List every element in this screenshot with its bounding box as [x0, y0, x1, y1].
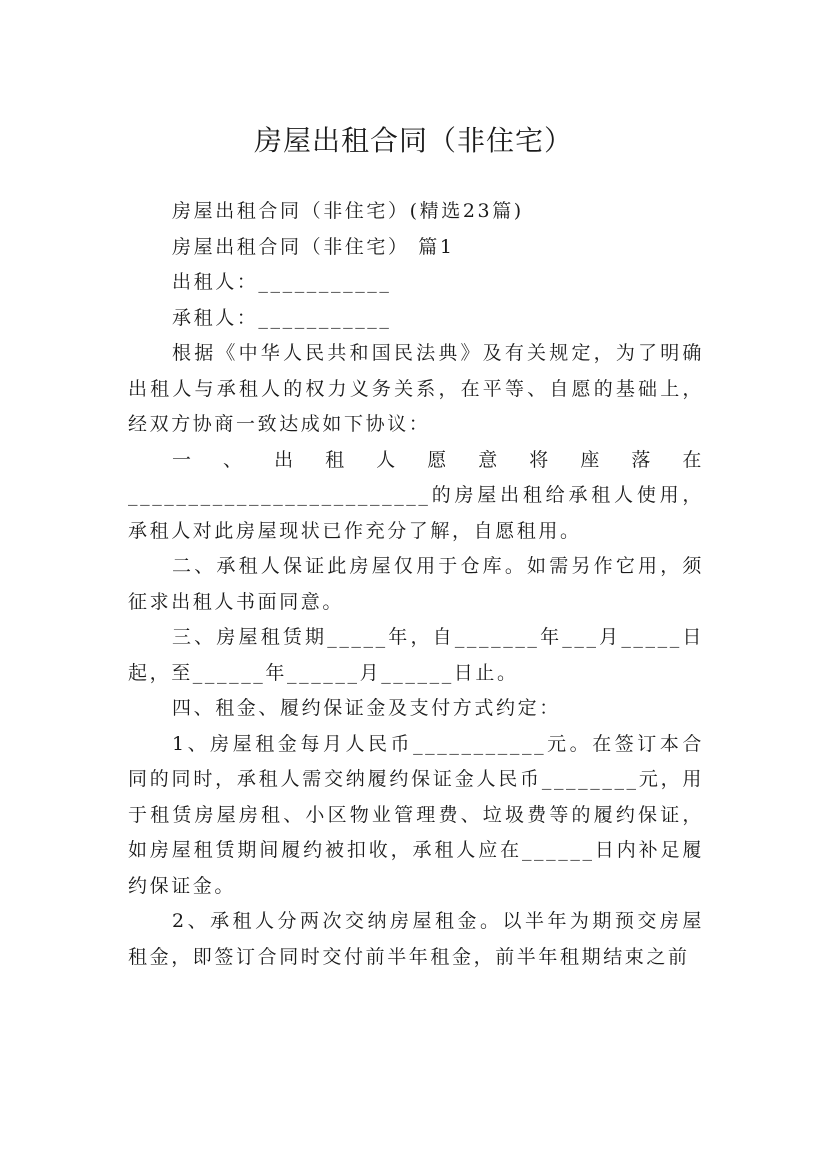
paragraph-clause-2: 二、承租人保证此房屋仅用于仓库。如需另作它用，须征求出租人书面同意。 — [128, 555, 704, 613]
paragraph-lessee: 承租人：___________ — [172, 306, 392, 329]
paragraph-clause-4-2: 2、承租人分两次交纳房屋租金。以半年为期预交房屋租金，即签订合同时交付前半年租金，前半年租期结束之前 — [128, 910, 704, 968]
paragraph-section-heading: 房屋出租合同（非住宅） 篇1 — [172, 235, 455, 258]
document-body — [128, 194, 704, 975]
paragraph-clause-1: 一、出租人愿意将座落在_________________________的房屋出租给承租人使用，承租人对此房屋现状已作充分了解，自愿租用。 — [128, 448, 704, 542]
paragraph-clause-3: 三、房屋租赁期_____年，自_______年___月_____日起，至______年______月______日止。 — [128, 626, 704, 684]
paragraph-lessor: 出租人：___________ — [172, 271, 392, 293]
paragraph-subtitle: 房屋出租合同（非住宅）(精选23篇) — [172, 200, 524, 222]
document-title: 房屋出租合同（非住宅） — [253, 123, 573, 157]
paragraph-clause-4-1: 1、房屋租金每月人民币___________元。在签订本合同的同时，承租人需交纳履约保证金人民币________元，用于租赁房屋房租、小区物业管理费、垃圾费等的履约保证，如房屋租赁期间履约被扣收，承租人应在______日内补足履约保证金。 — [128, 732, 704, 897]
paragraph-clause-4: 四、租金、履约保证金及支付方式约定： — [172, 697, 561, 719]
paragraph-preamble: 根据《中华人民共和国民法典》及有关规定，为了明确出租人与承租人的权力义务关系，在平等、自愿的基础上，经双方协商一致达成如下协议： — [128, 342, 704, 435]
